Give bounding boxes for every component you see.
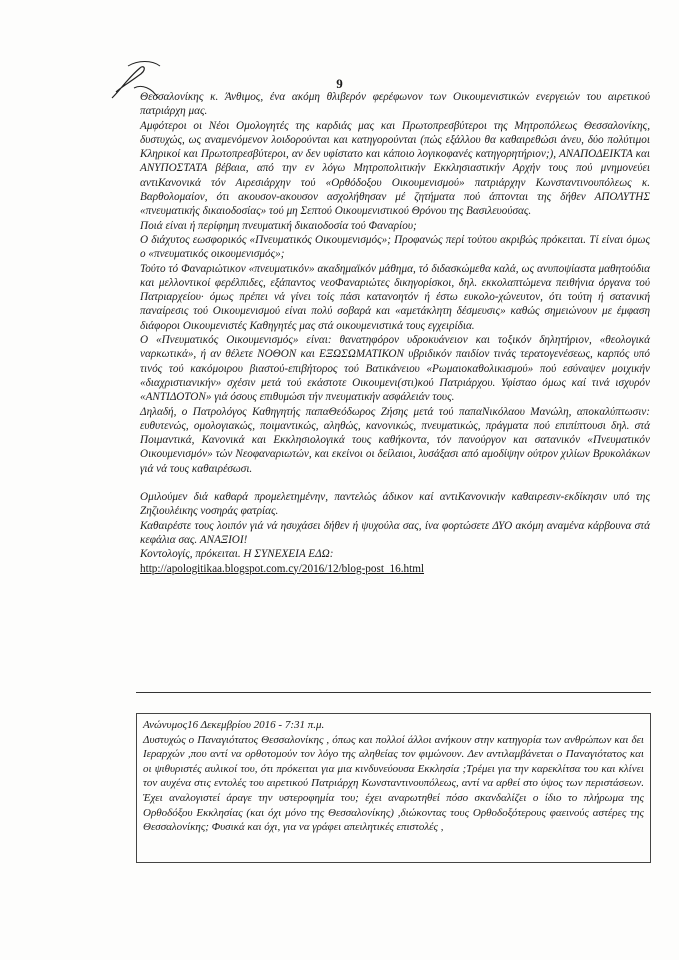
- paragraph-gap: [140, 476, 650, 490]
- article-body: [140, 90, 650, 576]
- paragraph: Ομιλούμεν διά καθαρά προμελετημένην, παντελώς άδικον καί αντιΚανονικήν καθαιρεσιν-εκδίκησιν υπό της Ζηζιουλέικης νοσηράς φατρίας.: [140, 491, 650, 518]
- paragraph: Τούτο τό Φαναριώτικον «πνευματικόν» ακαδημαϊκόν μάθημα, τό διδασκώμεθα καλά, ως ανυποψίαστα μαθητούδια και μελλοντικοί φερέλπιδες, εξάπαντος νεοΦαναριώτες δικηγορίσκοι, δηλ. εκκολαπτώμενα πειθήνια όργανα τού Πατριαρχείου· όμως πρέπει νά γίνει τοίς πάσι κατανοητόν ή έστω ευκολο-χώνευτον, ότι τούτη ή σατανική παναίρεσις τού Οικουμενισμού είναι πολύ σοβαρά και «αμετάκλητη δέσμευσις» καθώς σημειώνουν με έμφαση διάφοροι Οικουμενιστές Καθηγητές μας στά οικουμενιστικά τους εγχειρίδια.: [140, 262, 650, 332]
- source-link[interactable]: http://apologitikaa.blogspot.com.cy/2016/12/blog-post_16.html: [140, 562, 425, 575]
- paragraph: Ο διάχυτος εωσφορικός «Πνευματικός Οικουμενισμός»; Προφανώς περί τούτου ακριβώς πρόκειται. Τί είναι όμως ο «πνευματικός οικουμενισμός»;: [140, 233, 650, 261]
- continuation-line: Κοντολογίς, πρόκειται. Η ΣΥΝΕΧΕΙΑ ΕΔΩ:: [140, 548, 334, 561]
- paragraph: Αμφότεροι οι Νέοι Ομολογητές της καρδιάς μας και Πρωτοπρεσβύτεροι της Μητροπόλεως Θεσσαλονίκης, δυστυχώς, ως αναμενόμενον λοιδορούνται και κατηγορούνται (πώς εξάλλου θα καθαιρεθώσι άνευ, δύο πολύτιμοι Κληρικοί και Πρωτοπρεσβύτεροι, αν δεν υφίστατο και κάποιο λογικοφανές κατηγορητήριον;), ΑΝΑΠΟΔΕΙΚΤΑ και ΑΝΥΠΟΣΤΑΤΑ βέβαια, από την εν λόγω Μητροπολιτικήν Εκκλησιαστικήν Αρχήν τους πού μνημονεύει αντιΚανονικά τόν Αιρεσιάρχην τού «Ορθόδοξου Οικουμενισμού» πατριάρχην Κωνσταντινουπόλεως κ. Βαρθολομαίον, ότι ακουσον-ακουσον ασχολήθησαν μέ ζητήματα πού άπτονται της δήθεν ΑΠΟΛΥΤΗΣ «πνευματικής δικαιοδοσίας» τού μη Σεπτού Οικουμενιστικού Θρόνου της Βασιλευούσας.: [140, 119, 650, 218]
- paragraph: Ποιά είναι ή περίφημη πνευματική δικαιοδοσία τού Φαναρίου;: [140, 219, 417, 232]
- paragraph: Ο «Πνευματικός Οικουμενισμός» είναι: θανατηφόρον υδροκυάνειον και τοξικόν δηλητήριον, «θεολογικά ναρκωτικά», ή αν θέλετε ΝΟΘΟΝ και ΕΞΩΣΩΜΑΤΙΚΟΝ υβριδικόν παιδίον τινάς τερατογενέσεως, καρπός υπό τινός τού κακόμοιρου βιαστού-επιβήτορος τού Βατικάνειου «Ρωμαιοκαθολικισμού» πού εσύναψεν μοιχικήν «διαχριστιανικήν» σχέσιν μετά τού εκάστοτε Οικουμενι(στι)κού Πατριάρχου. Υφίσταο όμως καί τινά ισχυρόν «ΑΝΤΙΔΟΤΟΝ» γιά όσους επιθυμώσι τήν πνευματικήν ασφάλειάν τους.: [140, 334, 650, 404]
- comment-body: Δυστυχώς ο Παναγιότατος Θεσσαλονίκης , όπως και πολλοί άλλοι ανήκουν στην κατηγορία των ανθρώπων και δει Ιεραρχών ,που αντί να ορθοτομούν τον λόγο της αληθείας τον φιμώνουν. Δεν αντιλαμβάνεται ο Παναγιότατος και οι ψιθυριστές αυλικοί του, ότι πρόκειται για μια κινδυνεύουσα Εκκλησία ;Τρέμει για την καρεκλίτσα του και κλίνει τον αυχένα στις εντολές του αιρετικού Πατριάρχη Κωνσταντινουπόλεως, αντί να αρθεί στο ύψος των περιστάσεων. Έχει αναλογιστεί άραγε την υστεροφημία του; έχει αναρωτηθεί πόσο σκανδαλίζει ο ίδιο το πλήρωμα της Ορθοδόξου Εκκλησίας (και όχι μόνο της Θεσσαλονίκης) ,διώκοντας τους Ορθοδοξότερους φαεινούς αστέρες της Θεσσαλονίκης; Φυσικά και όχι, για να γράφει απειλητικές επιστολές ,: [143, 733, 644, 834]
- paragraph: Θεσσαλονίκης κ. Άνθιμος, ένα ακόμη θλιβερόν φερέφωνον των Οικουμενιστικών ενεργειών του αιρετικού πατριάρχη μας.: [140, 91, 650, 118]
- horizontal-divider: [136, 692, 651, 693]
- paragraph: Δηλαδή, ο Πατρολόγος Καθηγητής παπαΘεόδωρος Ζήσης μετά τού παπαΝικόλαου Μανώλη, αποκαλύπτωσιν: ευθυτενώς, ομολογιακώς, ποιμαντικώς, αληθώς, κανονικώς, πνευματικώς, πράγματα πού επιπίπτουσι δηλ. στά Ποιμαντικά, Κανονικά και Εκκλησιολογικά τους καθήκοντα, τόν πανούργον και σατανικόν «Πνευματικόν Οικουμενισμόν» τών Νεοφαναριωτών, και εκείνοι οι δείλαιοι, λυσάξασι από αμοδίψην ούτρον χιλίων Βρυκολάκων γιά νά τους καθαιρέσωσι.: [140, 405, 650, 475]
- page-number: 9: [336, 76, 343, 91]
- comment-header: Ανώνυμος16 Δεκεμβρίου 2016 - 7:31 π.μ.: [143, 719, 325, 731]
- paragraph: Καθαιρέστε τους λοιπόν γιά νά ησυχάσει δήθεν ή ψυχούλα σας, ίνα φορτώσετε ΔΥΟ ακόμη αναμένα κάρβουνα στά κεφάλια σας. ΑΝΑΞΙΟΙ!: [140, 519, 650, 546]
- comment-box: [136, 713, 651, 863]
